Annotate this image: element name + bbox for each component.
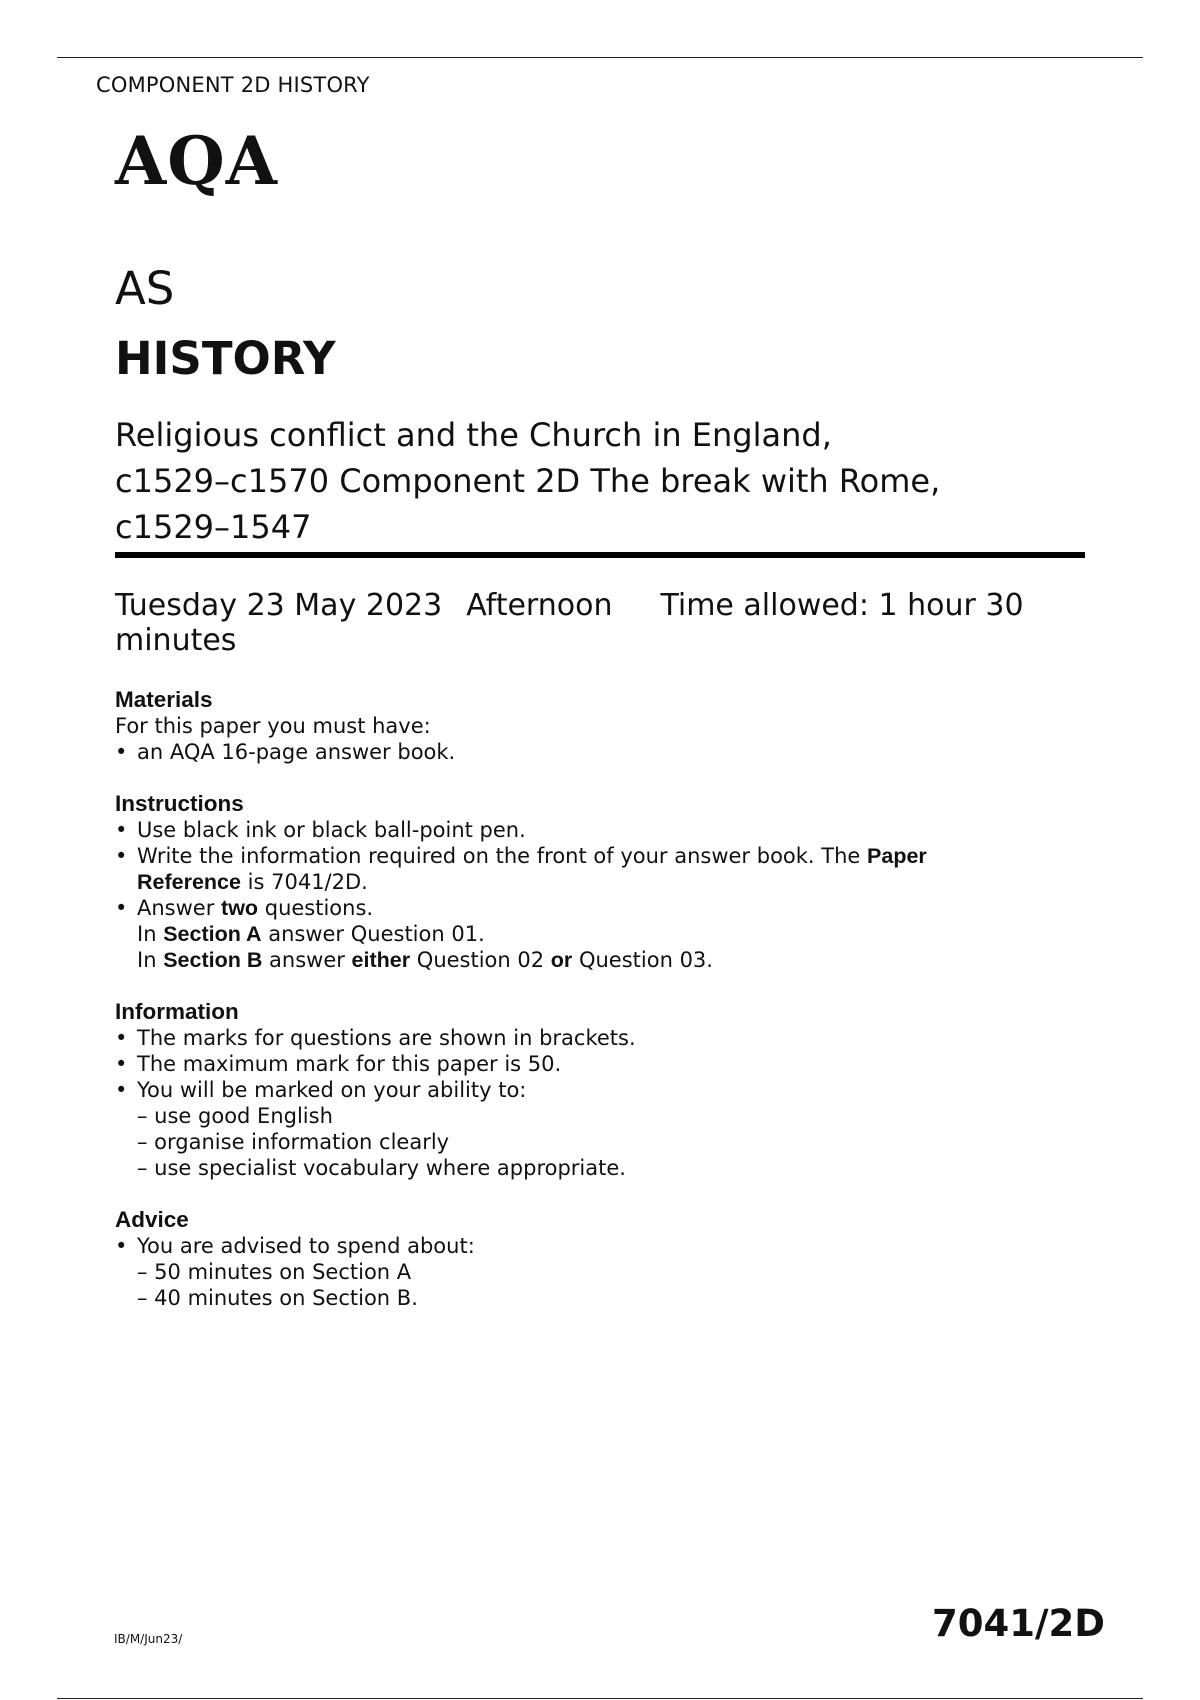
instruction-text: answer [262, 948, 352, 972]
advice-section [115, 1207, 1015, 1311]
advice-subitem: – 40 minutes on Section B. [137, 1286, 418, 1310]
subject-title: HISTORY [115, 332, 336, 385]
exam-date: Tuesday 23 May 2023 [115, 588, 443, 623]
instruction-item-pen: • Use black ink or black ball-point pen. [115, 817, 1015, 843]
instruction-bold: or [550, 948, 573, 972]
instruction-item-questions [115, 895, 1015, 973]
top-rule [57, 57, 1143, 58]
instructions-heading: Instructions [115, 791, 244, 816]
materials-section [115, 687, 1015, 765]
information-subitem: – organise information clearly [137, 1130, 450, 1154]
advice-heading: Advice [115, 1207, 189, 1232]
advice-item-timing [115, 1233, 1015, 1311]
footer-reference: IB/M/Jun23/ [114, 1632, 183, 1646]
advice-subitem: – 50 minutes on Section A [137, 1260, 412, 1284]
instructions-section [115, 791, 1015, 973]
time-allowed: Time allowed: 1 hour 30 minutes [115, 588, 1024, 658]
instruction-line-section-b [137, 947, 1015, 973]
exam-session: Afternoon [466, 588, 613, 623]
paper-code: 7041/2D [932, 1602, 1105, 1645]
instruction-text: In [137, 948, 164, 972]
instruction-bold: two [221, 896, 259, 920]
instruction-text: is 7041/2D. [240, 870, 368, 894]
instruction-line-section-a [137, 921, 1015, 947]
instruction-bold: either [351, 948, 411, 972]
paper-title: Religious conflict and the Church in England, c1529–c1570 Component 2D The break with Rome, c1529–1547 [115, 416, 941, 546]
qualification-level: AS [115, 262, 175, 315]
information-item-marks: • The marks for questions are shown in brackets. [115, 1025, 1015, 1051]
title-divider [115, 552, 1085, 558]
rubric [115, 687, 1015, 1337]
advice-text: • You are advised to spend about: [137, 1234, 475, 1258]
instruction-text: answer Question 01. [261, 922, 485, 946]
instruction-bold: Section A [163, 922, 262, 946]
instruction-bold: Section B [163, 948, 263, 972]
instruction-text: questions. [258, 896, 374, 920]
information-item-ability [115, 1077, 1015, 1181]
information-subitem: – use good English [137, 1104, 333, 1128]
materials-item: • an AQA 16-page answer book. [115, 739, 1015, 765]
instruction-text: Write the information required on the front of your answer book. The [137, 844, 868, 868]
information-section [115, 999, 1015, 1181]
information-heading: Information [115, 999, 239, 1024]
materials-heading: Materials [115, 687, 213, 712]
instruction-item-paper-reference [115, 843, 1015, 895]
instruction-text: In [137, 922, 164, 946]
instruction-line [137, 895, 1015, 921]
bottom-rule [57, 1698, 1143, 1699]
instruction-text: Question 02 [410, 948, 551, 972]
component-header: COMPONENT 2D HISTORY [96, 73, 370, 97]
instruction-text: Answer [137, 896, 222, 920]
information-subitem: – use specialist vocabulary where appropriate. [137, 1156, 626, 1180]
exam-date-line [115, 588, 1065, 658]
instruction-bold: Paper Reference [137, 844, 927, 894]
materials-intro: For this paper you must have: [115, 714, 431, 738]
information-text: • You will be marked on your ability to: [137, 1078, 527, 1102]
aqa-logo: AQA [115, 122, 278, 200]
instruction-text: Question 03. [572, 948, 713, 972]
information-item-maximum: • The maximum mark for this paper is 50. [115, 1051, 1015, 1077]
